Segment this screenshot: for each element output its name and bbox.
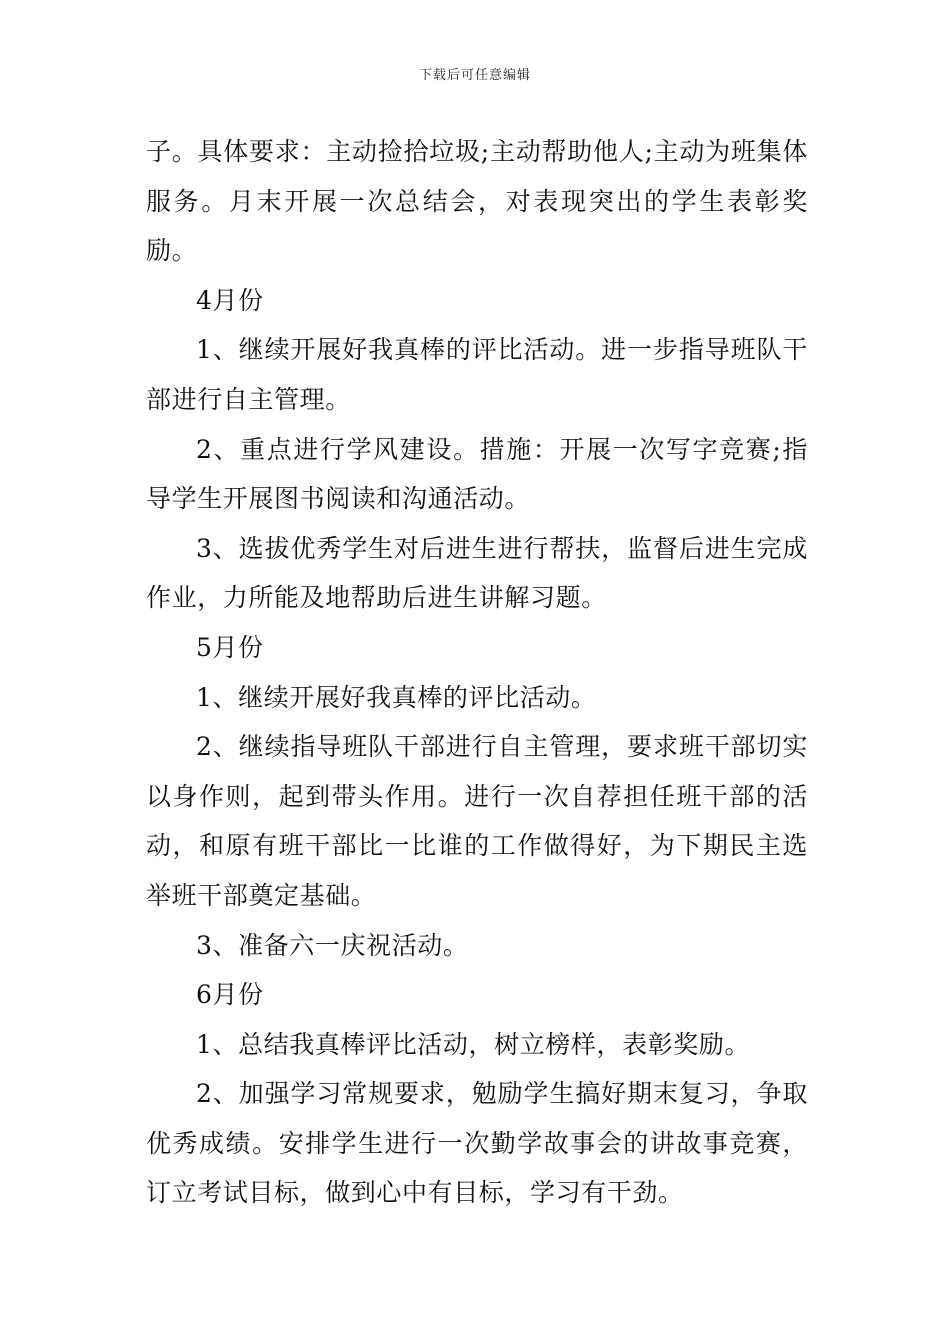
paragraph-june-1: 1、总结我真棒评比活动，树立榜样，表彰奖励。 (196, 1029, 751, 1059)
paragraph-may-1: 1、继续开展好我真棒的评比活动。 (196, 682, 597, 712)
paragraph-april-1: 1、继续开展好我真棒的评比活动。进一步指导班队干部进行自主管理。 (146, 335, 808, 414)
paragraph-april-2: 2、重点进行学风建设。措施：开展一次写字竞赛;指导学生开展图书阅读和沟通活动。 (146, 434, 808, 514)
document-body (146, 127, 808, 1218)
heading-may: 5月份 (196, 632, 264, 662)
paragraph-continuation: 子。具体要求：主动捡拾垃圾;主动帮助他人;主动为班集体服务。月末开展一次总结会，对表现突出的学生表彰奖励。 (146, 137, 808, 266)
paragraph-april-3: 3、选拔优秀学生对后进生进行帮扶，监督后进生完成作业，力所能及地帮助后进生讲解习题。 (146, 533, 808, 613)
heading-april: 4月份 (196, 285, 264, 315)
paragraph-may-3: 3、准备六一庆祝活动。 (196, 930, 469, 960)
header-note: 下载后可任意编辑 (418, 68, 531, 83)
paragraph-may-2: 2、继续指导班队干部进行自主管理，要求班干部切实以身作则，起到带头作用。进行一次自荐担任班干部的活动，和原有班干部比一比谁的工作做得好，为下期民主选举班干部奠定基础。 (146, 732, 808, 910)
heading-june: 6月份 (196, 980, 264, 1010)
paragraph-june-2: 2、加强学习常规要求，勉励学生搞好期末复习，争取优秀成绩。安排学生进行一次勤学故事会的讲故事竞赛，订立考试目标，做到心中有目标，学习有干劲。 (146, 1079, 808, 1208)
